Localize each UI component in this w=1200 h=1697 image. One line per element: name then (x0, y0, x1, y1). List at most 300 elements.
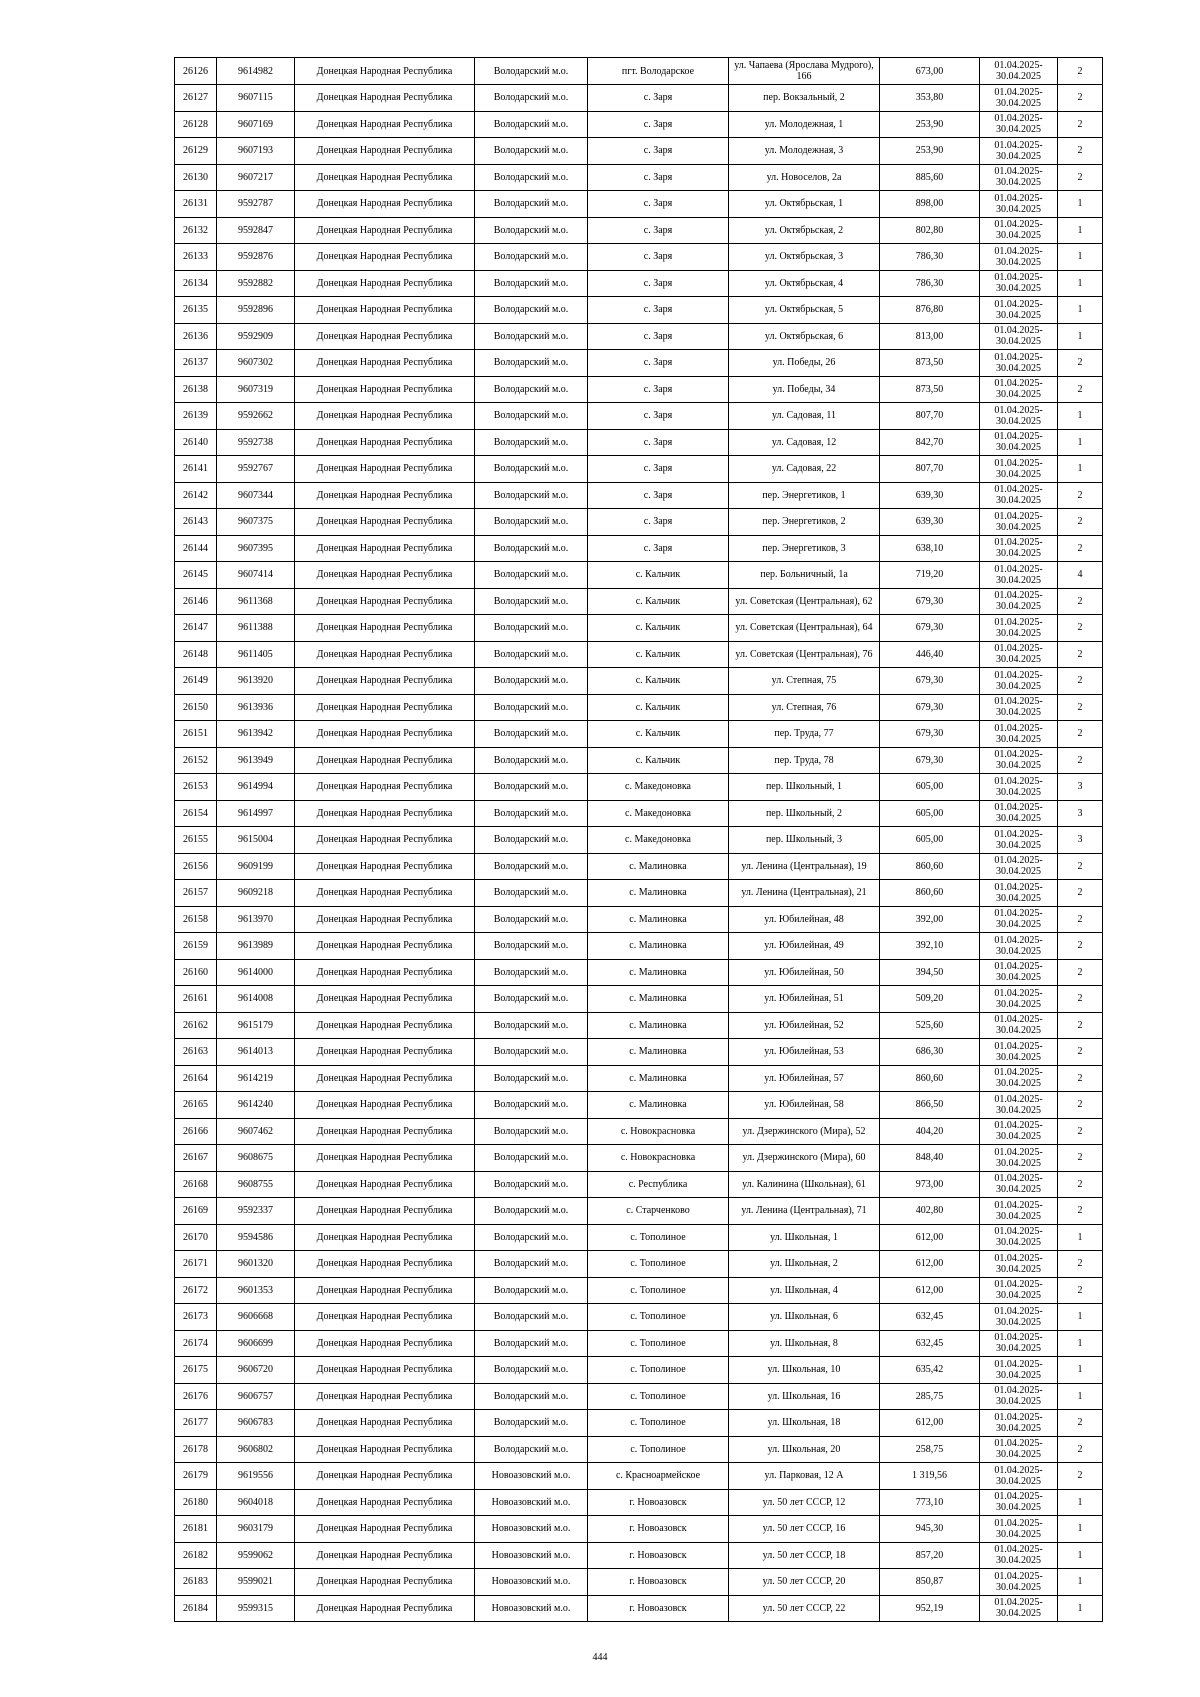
category-cell: 2 (1058, 747, 1103, 774)
row-number-cell: 26160 (175, 959, 217, 986)
amount-cell: 679,30 (880, 615, 980, 642)
row-number-cell: 26174 (175, 1330, 217, 1357)
table-row (175, 111, 1103, 138)
record-id-cell: 9613920 (217, 668, 295, 695)
period-cell: 01.04.2025- 30.04.2025 (980, 1012, 1058, 1039)
row-number-cell: 26161 (175, 986, 217, 1013)
row-number-cell: 26144 (175, 535, 217, 562)
record-id-cell: 9592787 (217, 191, 295, 218)
district-cell: Володарский м.о. (475, 482, 588, 509)
row-number-cell: 26157 (175, 880, 217, 907)
locality-cell: с. Кальчик (588, 615, 729, 642)
region-cell: Донецкая Народная Республика (295, 1304, 475, 1331)
category-cell: 2 (1058, 1251, 1103, 1278)
region-cell: Донецкая Народная Республика (295, 880, 475, 907)
address-cell: ул. Юбилейная, 48 (729, 906, 880, 933)
category-cell: 2 (1058, 58, 1103, 85)
address-cell: ул. Новоселов, 2а (729, 164, 880, 191)
region-cell: Донецкая Народная Республика (295, 800, 475, 827)
amount-cell: 605,00 (880, 774, 980, 801)
period-cell: 01.04.2025- 30.04.2025 (980, 1039, 1058, 1066)
amount-cell: 635,42 (880, 1357, 980, 1384)
locality-cell: с. Заря (588, 509, 729, 536)
record-id-cell: 9592896 (217, 297, 295, 324)
table-row (175, 535, 1103, 562)
row-number-cell: 26139 (175, 403, 217, 430)
locality-cell: с. Тополиное (588, 1383, 729, 1410)
row-number-cell: 26171 (175, 1251, 217, 1278)
district-cell: Володарский м.о. (475, 880, 588, 907)
row-number-cell: 26158 (175, 906, 217, 933)
locality-cell: с. Заря (588, 323, 729, 350)
address-cell: ул. Октябрьская, 1 (729, 191, 880, 218)
district-cell: Володарский м.о. (475, 1012, 588, 1039)
locality-cell: с. Тополиное (588, 1436, 729, 1463)
table-row (175, 297, 1103, 324)
amount-cell: 673,00 (880, 58, 980, 85)
amount-cell: 860,60 (880, 1065, 980, 1092)
district-cell: Володарский м.о. (475, 429, 588, 456)
category-cell: 2 (1058, 1039, 1103, 1066)
district-cell: Володарский м.о. (475, 1277, 588, 1304)
category-cell: 1 (1058, 1542, 1103, 1569)
category-cell: 2 (1058, 535, 1103, 562)
locality-cell: г. Новоазовск (588, 1516, 729, 1543)
amount-cell: 402,80 (880, 1198, 980, 1225)
amount-cell: 679,30 (880, 694, 980, 721)
amount-cell: 848,40 (880, 1145, 980, 1172)
district-cell: Володарский м.о. (475, 111, 588, 138)
region-cell: Донецкая Народная Республика (295, 721, 475, 748)
amount-cell: 525,60 (880, 1012, 980, 1039)
period-cell: 01.04.2025- 30.04.2025 (980, 1463, 1058, 1490)
region-cell: Донецкая Народная Республика (295, 509, 475, 536)
table-row (175, 1198, 1103, 1225)
region-cell: Донецкая Народная Республика (295, 588, 475, 615)
district-cell: Володарский м.о. (475, 1410, 588, 1437)
category-cell: 2 (1058, 1118, 1103, 1145)
record-id-cell: 9601353 (217, 1277, 295, 1304)
period-cell: 01.04.2025- 30.04.2025 (980, 641, 1058, 668)
region-cell: Донецкая Народная Республика (295, 1171, 475, 1198)
table-row (175, 1410, 1103, 1437)
period-cell: 01.04.2025- 30.04.2025 (980, 721, 1058, 748)
region-cell: Донецкая Народная Республика (295, 350, 475, 377)
address-cell: ул. Молодежная, 3 (729, 138, 880, 165)
region-cell: Донецкая Народная Республика (295, 1410, 475, 1437)
record-id-cell: 9614982 (217, 58, 295, 85)
district-cell: Володарский м.о. (475, 1251, 588, 1278)
category-cell: 2 (1058, 1012, 1103, 1039)
row-number-cell: 26184 (175, 1595, 217, 1622)
period-cell: 01.04.2025- 30.04.2025 (980, 694, 1058, 721)
record-id-cell: 9614219 (217, 1065, 295, 1092)
amount-cell: 786,30 (880, 270, 980, 297)
record-id-cell: 9613989 (217, 933, 295, 960)
locality-cell: с. Тополиное (588, 1251, 729, 1278)
district-cell: Володарский м.о. (475, 827, 588, 854)
table-row (175, 1171, 1103, 1198)
category-cell: 3 (1058, 800, 1103, 827)
table-row (175, 800, 1103, 827)
locality-cell: с. Заря (588, 376, 729, 403)
category-cell: 2 (1058, 482, 1103, 509)
region-cell: Донецкая Народная Республика (295, 827, 475, 854)
locality-cell: с. Македоновка (588, 827, 729, 854)
period-cell: 01.04.2025- 30.04.2025 (980, 588, 1058, 615)
region-cell: Донецкая Народная Республика (295, 1145, 475, 1172)
district-cell: Володарский м.о. (475, 615, 588, 642)
period-cell: 01.04.2025- 30.04.2025 (980, 1436, 1058, 1463)
period-cell: 01.04.2025- 30.04.2025 (980, 217, 1058, 244)
category-cell: 2 (1058, 1065, 1103, 1092)
period-cell: 01.04.2025- 30.04.2025 (980, 1092, 1058, 1119)
district-cell: Володарский м.о. (475, 509, 588, 536)
region-cell: Донецкая Народная Республика (295, 217, 475, 244)
district-cell: Володарский м.о. (475, 1171, 588, 1198)
row-number-cell: 26132 (175, 217, 217, 244)
record-id-cell: 9615004 (217, 827, 295, 854)
region-cell: Донецкая Народная Республика (295, 774, 475, 801)
address-cell: ул. 50 лет СССР, 20 (729, 1569, 880, 1596)
row-number-cell: 26183 (175, 1569, 217, 1596)
period-cell: 01.04.2025- 30.04.2025 (980, 1224, 1058, 1251)
table-row (175, 1357, 1103, 1384)
table-row (175, 403, 1103, 430)
row-number-cell: 26165 (175, 1092, 217, 1119)
address-cell: ул. Октябрьская, 2 (729, 217, 880, 244)
address-cell: ул. Победы, 34 (729, 376, 880, 403)
category-cell: 1 (1058, 1569, 1103, 1596)
district-cell: Володарский м.о. (475, 535, 588, 562)
locality-cell: с. Заря (588, 482, 729, 509)
region-cell: Донецкая Народная Республика (295, 164, 475, 191)
record-id-cell: 9606699 (217, 1330, 295, 1357)
district-cell: Володарский м.о. (475, 164, 588, 191)
locality-cell: с. Малиновка (588, 880, 729, 907)
address-cell: ул. Ленина (Центральная), 21 (729, 880, 880, 907)
address-cell: ул. Школьная, 20 (729, 1436, 880, 1463)
district-cell: Володарский м.о. (475, 1092, 588, 1119)
address-cell: ул. Садовая, 12 (729, 429, 880, 456)
district-cell: Новоазовский м.о. (475, 1569, 588, 1596)
category-cell: 2 (1058, 668, 1103, 695)
district-cell: Новоазовский м.о. (475, 1595, 588, 1622)
district-cell: Володарский м.о. (475, 1436, 588, 1463)
address-cell: пер. Школьный, 2 (729, 800, 880, 827)
amount-cell: 392,10 (880, 933, 980, 960)
period-cell: 01.04.2025- 30.04.2025 (980, 164, 1058, 191)
table-row (175, 906, 1103, 933)
region-cell: Донецкая Народная Республика (295, 482, 475, 509)
record-id-cell: 9606720 (217, 1357, 295, 1384)
row-number-cell: 26140 (175, 429, 217, 456)
row-number-cell: 26145 (175, 562, 217, 589)
district-cell: Новоазовский м.о. (475, 1463, 588, 1490)
address-cell: ул. Степная, 76 (729, 694, 880, 721)
row-number-cell: 26169 (175, 1198, 217, 1225)
row-number-cell: 26143 (175, 509, 217, 536)
category-cell: 2 (1058, 694, 1103, 721)
record-id-cell: 9607169 (217, 111, 295, 138)
locality-cell: с. Малиновка (588, 1092, 729, 1119)
locality-cell: г. Новоазовск (588, 1595, 729, 1622)
table-row (175, 1330, 1103, 1357)
locality-cell: с. Новокрасновка (588, 1145, 729, 1172)
district-cell: Володарский м.о. (475, 853, 588, 880)
amount-cell: 639,30 (880, 482, 980, 509)
period-cell: 01.04.2025- 30.04.2025 (980, 1357, 1058, 1384)
row-number-cell: 26129 (175, 138, 217, 165)
table-row (175, 1012, 1103, 1039)
locality-cell: с. Заря (588, 350, 729, 377)
period-cell: 01.04.2025- 30.04.2025 (980, 403, 1058, 430)
record-id-cell: 9592909 (217, 323, 295, 350)
address-cell: пер. Труда, 77 (729, 721, 880, 748)
row-number-cell: 26175 (175, 1357, 217, 1384)
amount-cell: 807,70 (880, 456, 980, 483)
address-cell: пер. Энергетиков, 2 (729, 509, 880, 536)
locality-cell: с. Заря (588, 111, 729, 138)
category-cell: 2 (1058, 641, 1103, 668)
amount-cell: 1 319,56 (880, 1463, 980, 1490)
locality-cell: с. Заря (588, 164, 729, 191)
region-cell: Донецкая Народная Республика (295, 1516, 475, 1543)
row-number-cell: 26137 (175, 350, 217, 377)
amount-cell: 686,30 (880, 1039, 980, 1066)
category-cell: 1 (1058, 1516, 1103, 1543)
period-cell: 01.04.2025- 30.04.2025 (980, 350, 1058, 377)
region-cell: Донецкая Народная Республика (295, 906, 475, 933)
period-cell: 01.04.2025- 30.04.2025 (980, 933, 1058, 960)
record-id-cell: 9607395 (217, 535, 295, 562)
address-cell: ул. Дзержинского (Мира), 60 (729, 1145, 880, 1172)
table-row (175, 588, 1103, 615)
region-cell: Донецкая Народная Республика (295, 986, 475, 1013)
district-cell: Володарский м.о. (475, 58, 588, 85)
amount-cell: 719,20 (880, 562, 980, 589)
period-cell: 01.04.2025- 30.04.2025 (980, 1145, 1058, 1172)
category-cell: 1 (1058, 1224, 1103, 1251)
period-cell: 01.04.2025- 30.04.2025 (980, 376, 1058, 403)
locality-cell: с. Заря (588, 297, 729, 324)
row-number-cell: 26172 (175, 1277, 217, 1304)
period-cell: 01.04.2025- 30.04.2025 (980, 906, 1058, 933)
category-cell: 2 (1058, 1277, 1103, 1304)
page-number: 444 (592, 1652, 608, 1663)
district-cell: Володарский м.о. (475, 456, 588, 483)
table-row (175, 1065, 1103, 1092)
address-cell: ул. Юбилейная, 53 (729, 1039, 880, 1066)
row-number-cell: 26150 (175, 694, 217, 721)
table-row (175, 1595, 1103, 1622)
region-cell: Донецкая Народная Республика (295, 1224, 475, 1251)
period-cell: 01.04.2025- 30.04.2025 (980, 880, 1058, 907)
row-number-cell: 26135 (175, 297, 217, 324)
category-cell: 1 (1058, 217, 1103, 244)
district-cell: Володарский м.о. (475, 959, 588, 986)
locality-cell: с. Заря (588, 429, 729, 456)
address-cell: ул. Чапаева (Ярослава Мудрого), 166 (729, 58, 880, 85)
amount-cell: 786,30 (880, 244, 980, 271)
row-number-cell: 26149 (175, 668, 217, 695)
period-cell: 01.04.2025- 30.04.2025 (980, 986, 1058, 1013)
address-cell: пер. Больничный, 1а (729, 562, 880, 589)
record-id-cell: 9592738 (217, 429, 295, 456)
record-id-cell: 9614240 (217, 1092, 295, 1119)
record-id-cell: 9613949 (217, 747, 295, 774)
category-cell: 2 (1058, 880, 1103, 907)
district-cell: Володарский м.о. (475, 986, 588, 1013)
locality-cell: с. Красноармейское (588, 1463, 729, 1490)
address-cell: пер. Энергетиков, 1 (729, 482, 880, 509)
locality-cell: с. Заря (588, 85, 729, 112)
amount-cell: 860,60 (880, 853, 980, 880)
table-row (175, 1516, 1103, 1543)
district-cell: Володарский м.о. (475, 1330, 588, 1357)
amount-cell: 612,00 (880, 1410, 980, 1437)
record-id-cell: 9619556 (217, 1463, 295, 1490)
table-row (175, 138, 1103, 165)
address-cell: ул. Калинина (Школьная), 61 (729, 1171, 880, 1198)
record-id-cell: 9607302 (217, 350, 295, 377)
district-cell: Володарский м.о. (475, 1198, 588, 1225)
region-cell: Донецкая Народная Республика (295, 1065, 475, 1092)
address-cell: пер. Вокзальный, 2 (729, 85, 880, 112)
address-cell: ул. Октябрьская, 4 (729, 270, 880, 297)
table-row (175, 933, 1103, 960)
amount-cell: 258,75 (880, 1436, 980, 1463)
locality-cell: с. Старченково (588, 1198, 729, 1225)
record-id-cell: 9601320 (217, 1251, 295, 1278)
record-id-cell: 9608675 (217, 1145, 295, 1172)
amount-cell: 253,90 (880, 138, 980, 165)
period-cell: 01.04.2025- 30.04.2025 (980, 668, 1058, 695)
period-cell: 01.04.2025- 30.04.2025 (980, 58, 1058, 85)
locality-cell: с. Македоновка (588, 774, 729, 801)
category-cell: 2 (1058, 986, 1103, 1013)
locality-cell: с. Кальчик (588, 721, 729, 748)
region-cell: Донецкая Народная Республика (295, 1251, 475, 1278)
locality-cell: с. Малиновка (588, 986, 729, 1013)
row-number-cell: 26180 (175, 1489, 217, 1516)
locality-cell: с. Тополиное (588, 1304, 729, 1331)
category-cell: 2 (1058, 1171, 1103, 1198)
row-number-cell: 26153 (175, 774, 217, 801)
record-id-cell: 9611368 (217, 588, 295, 615)
record-id-cell: 9607375 (217, 509, 295, 536)
address-cell: ул. Юбилейная, 58 (729, 1092, 880, 1119)
category-cell: 2 (1058, 1410, 1103, 1437)
table-row (175, 880, 1103, 907)
category-cell: 1 (1058, 270, 1103, 297)
address-cell: ул. Ленина (Центральная), 71 (729, 1198, 880, 1225)
region-cell: Донецкая Народная Республика (295, 1277, 475, 1304)
table-row (175, 774, 1103, 801)
amount-cell: 605,00 (880, 827, 980, 854)
locality-cell: с. Малиновка (588, 959, 729, 986)
amount-cell: 679,30 (880, 721, 980, 748)
district-cell: Володарский м.о. (475, 323, 588, 350)
record-id-cell: 9592767 (217, 456, 295, 483)
row-number-cell: 26136 (175, 323, 217, 350)
region-cell: Донецкая Народная Республика (295, 1118, 475, 1145)
row-number-cell: 26173 (175, 1304, 217, 1331)
region-cell: Донецкая Народная Республика (295, 1198, 475, 1225)
locality-cell: с. Малиновка (588, 933, 729, 960)
locality-cell: с. Малиновка (588, 1039, 729, 1066)
region-cell: Донецкая Народная Республика (295, 1383, 475, 1410)
amount-cell: 632,45 (880, 1304, 980, 1331)
address-cell: ул. Советская (Центральная), 62 (729, 588, 880, 615)
record-id-cell: 9614000 (217, 959, 295, 986)
address-cell: ул. Школьная, 6 (729, 1304, 880, 1331)
locality-cell: с. Кальчик (588, 747, 729, 774)
record-id-cell: 9592337 (217, 1198, 295, 1225)
period-cell: 01.04.2025- 30.04.2025 (980, 85, 1058, 112)
region-cell: Донецкая Народная Республика (295, 933, 475, 960)
period-cell: 01.04.2025- 30.04.2025 (980, 1383, 1058, 1410)
locality-cell: с. Заря (588, 270, 729, 297)
address-cell: ул. Победы, 26 (729, 350, 880, 377)
address-cell: ул. Школьная, 18 (729, 1410, 880, 1437)
locality-cell: с. Заря (588, 244, 729, 271)
district-cell: Володарский м.о. (475, 562, 588, 589)
period-cell: 01.04.2025- 30.04.2025 (980, 774, 1058, 801)
region-cell: Донецкая Народная Республика (295, 1569, 475, 1596)
region-cell: Донецкая Народная Республика (295, 1542, 475, 1569)
category-cell: 2 (1058, 1198, 1103, 1225)
address-cell: ул. Ленина (Центральная), 19 (729, 853, 880, 880)
category-cell: 2 (1058, 721, 1103, 748)
locality-cell: с. Малиновка (588, 1065, 729, 1092)
locality-cell: с. Заря (588, 535, 729, 562)
category-cell: 2 (1058, 959, 1103, 986)
period-cell: 01.04.2025- 30.04.2025 (980, 456, 1058, 483)
locality-cell: г. Новоазовск (588, 1569, 729, 1596)
amount-cell: 679,30 (880, 747, 980, 774)
amount-cell: 873,50 (880, 376, 980, 403)
period-cell: 01.04.2025- 30.04.2025 (980, 535, 1058, 562)
row-number-cell: 26181 (175, 1516, 217, 1543)
period-cell: 01.04.2025- 30.04.2025 (980, 1542, 1058, 1569)
locality-cell: с. Кальчик (588, 588, 729, 615)
period-cell: 01.04.2025- 30.04.2025 (980, 1516, 1058, 1543)
table-row (175, 1277, 1103, 1304)
address-cell: пер. Школьный, 1 (729, 774, 880, 801)
table-row (175, 1304, 1103, 1331)
address-cell: ул. 50 лет СССР, 18 (729, 1542, 880, 1569)
record-id-cell: 9614008 (217, 986, 295, 1013)
period-cell: 01.04.2025- 30.04.2025 (980, 297, 1058, 324)
record-id-cell: 9607462 (217, 1118, 295, 1145)
category-cell: 1 (1058, 1330, 1103, 1357)
amount-cell: 253,90 (880, 111, 980, 138)
record-id-cell: 9614013 (217, 1039, 295, 1066)
amount-cell: 952,19 (880, 1595, 980, 1622)
district-cell: Новоазовский м.о. (475, 1516, 588, 1543)
amount-cell: 632,45 (880, 1330, 980, 1357)
amount-cell: 973,00 (880, 1171, 980, 1198)
record-id-cell: 9599062 (217, 1542, 295, 1569)
table-row (175, 429, 1103, 456)
district-cell: Володарский м.о. (475, 641, 588, 668)
table-row (175, 1542, 1103, 1569)
category-cell: 1 (1058, 1304, 1103, 1331)
amount-cell: 873,50 (880, 350, 980, 377)
table-row (175, 456, 1103, 483)
record-id-cell: 9606757 (217, 1383, 295, 1410)
